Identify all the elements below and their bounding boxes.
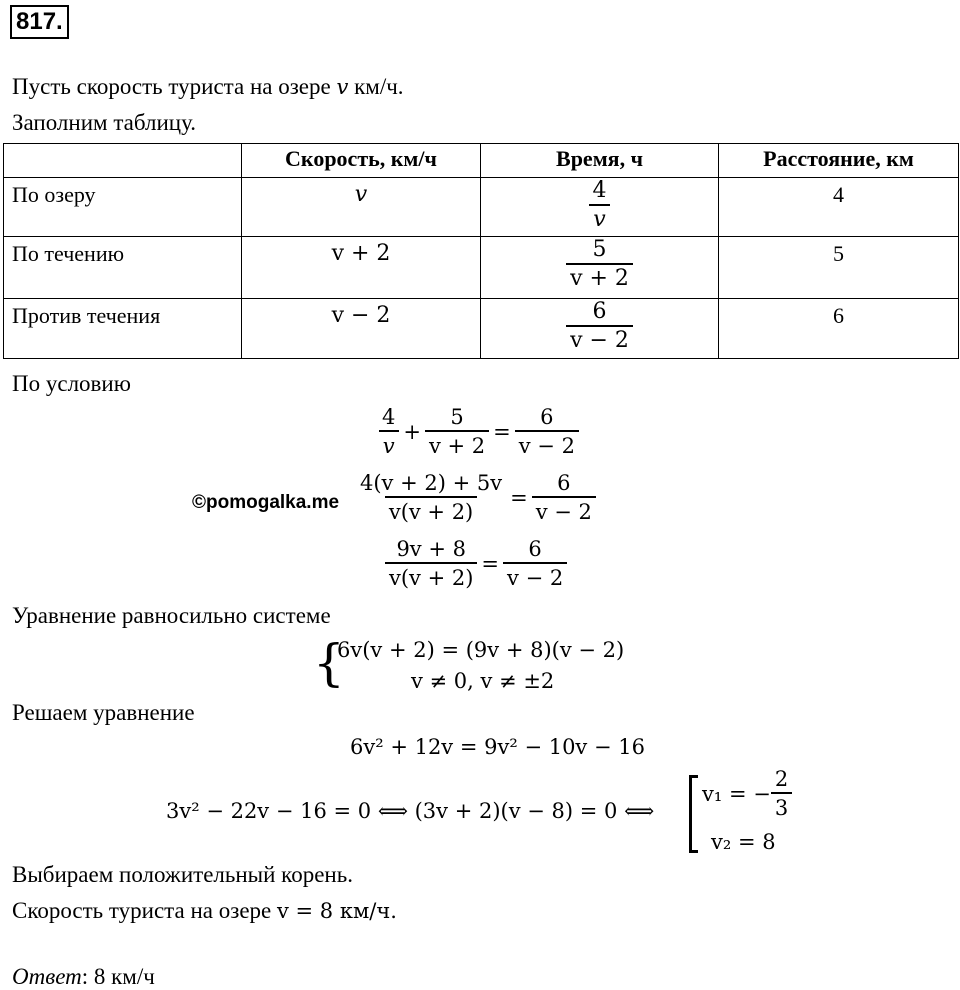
eq1-plus: +	[403, 420, 421, 444]
equation-2	[356, 470, 596, 526]
answer-label: Ответ	[12, 964, 82, 989]
equation-3	[385, 536, 567, 592]
speed-cell: v	[242, 178, 481, 237]
root-1-prefix: v₁ = −	[702, 782, 771, 806]
root-2: v₂ = 8	[711, 830, 776, 854]
time-denominator: v − 2	[566, 325, 633, 355]
distance-cell: 5	[719, 237, 959, 299]
intro-line-2: Заполним таблицу.	[12, 110, 197, 135]
table-row	[4, 178, 959, 237]
table-header: Расстояние, км	[719, 144, 959, 178]
eq3-equals: =	[481, 552, 500, 576]
eq1-b-numerator: 5	[450, 405, 464, 429]
intro-prefix: Пусть скорость туриста на озере	[12, 74, 337, 99]
distance-cell: 4	[719, 178, 959, 237]
eq2-c-denominator: v − 2	[532, 496, 596, 526]
eq1-a-numerator: 4	[382, 405, 396, 429]
eq2-a-denominator: v(v + 2)	[385, 496, 477, 526]
system-line-2: v ≠ 0, v ≠ ±2	[411, 669, 555, 693]
eq1-c-numerator: 6	[540, 405, 554, 429]
intro-variable: v	[336, 75, 349, 99]
eq2-a-numerator: 4(v + 2) + 5v	[360, 471, 503, 495]
eq1-a-denominator: v	[379, 430, 399, 460]
solve-label: Решаем уравнение	[12, 700, 195, 725]
eq3-a-denominator: v(v + 2)	[385, 562, 477, 592]
speed-cell: v + 2	[242, 237, 481, 299]
eq1-c-denominator: v − 2	[515, 430, 579, 460]
result-prefix: Скорость туриста на озере	[12, 898, 277, 923]
time-cell	[481, 299, 719, 359]
eq2-equals: =	[510, 486, 528, 510]
problem-number: 817.	[10, 5, 69, 39]
time-numerator: 4	[592, 178, 607, 203]
system-brace-icon: {	[313, 634, 345, 692]
choose-label: Выбираем положительный корень.	[12, 862, 353, 887]
table-row	[4, 299, 959, 359]
intro-suffix: км/ч.	[348, 74, 404, 99]
result-line	[12, 898, 397, 924]
condition-label: По условию	[12, 371, 131, 396]
table-header: Время, ч	[481, 144, 719, 178]
table-header: Скорость, км/ч	[242, 144, 481, 178]
time-numerator: 6	[592, 299, 607, 324]
eq1-equals: =	[493, 420, 511, 444]
intro-line-1	[12, 74, 404, 100]
data-table	[3, 143, 959, 359]
roots-bracket-icon	[689, 775, 698, 853]
result-math: v = 8 км/ч.	[277, 899, 397, 923]
system-line-1: 6v(v + 2) = (9v + 8)(v − 2)	[337, 638, 625, 662]
row-label: По озеру	[4, 178, 242, 237]
time-denominator: v + 2	[566, 263, 633, 293]
answer-line	[12, 964, 155, 990]
system-label: Уравнение равносильно системе	[12, 603, 331, 628]
eq1-b-denominator: v + 2	[425, 430, 489, 460]
root-1	[702, 766, 792, 822]
solve-line-1: 6v² + 12v = 9v² − 10v − 16	[350, 735, 645, 759]
eq3-c-denominator: v − 2	[503, 562, 567, 592]
answer-value: : 8 км/ч	[81, 964, 155, 989]
root-1-denominator: 3	[771, 792, 792, 822]
root-1-numerator: 2	[774, 767, 789, 791]
speed-cell: v − 2	[242, 299, 481, 359]
solve-line-2: 3v² − 22v − 16 = 0 ⟺ (3v + 2)(v − 8) = 0 ⟺	[166, 799, 655, 823]
eq3-c-numerator: 6	[528, 537, 542, 561]
table-header	[4, 144, 242, 178]
time-cell	[481, 178, 719, 237]
watermark: ©pomogalka.me	[192, 492, 340, 513]
time-denominator: v	[589, 204, 609, 234]
eq3-a-numerator: 9v + 8	[396, 537, 466, 561]
table-header-row	[4, 144, 959, 178]
equation-1	[378, 404, 579, 460]
time-numerator: 5	[592, 237, 607, 262]
row-label: По течению	[4, 237, 242, 299]
row-label: Против течения	[4, 299, 242, 359]
eq2-c-numerator: 6	[557, 471, 571, 495]
distance-cell: 6	[719, 299, 959, 359]
time-cell	[481, 237, 719, 299]
table-row	[4, 237, 959, 299]
